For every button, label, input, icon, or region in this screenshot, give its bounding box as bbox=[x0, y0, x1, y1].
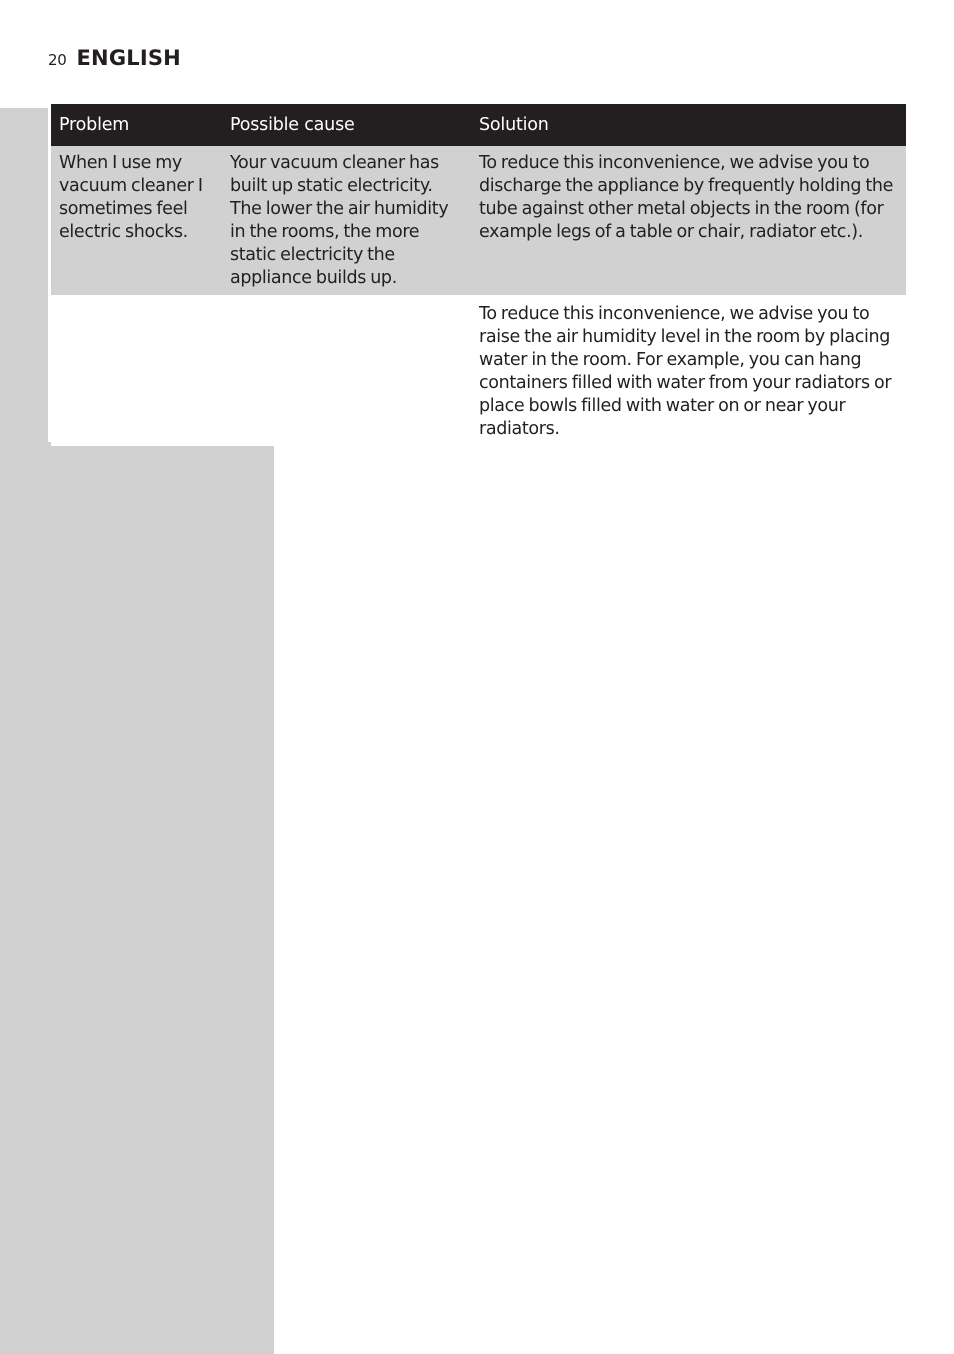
page-language-title: ENGLISH bbox=[76, 46, 181, 70]
cell-problem: When I use my vacuum cleaner I sometimes feel electric shocks. bbox=[51, 146, 222, 295]
cell-cause: Your vacuum cleaner has built up static electricity. The lower the air humidity in the rooms, the more static electricity the appliance builds up. bbox=[222, 146, 471, 295]
troubleshooting-table bbox=[51, 104, 906, 446]
cell-problem bbox=[51, 295, 222, 446]
page-number: 20 bbox=[48, 51, 67, 69]
cell-cause bbox=[222, 295, 471, 446]
table-header-row bbox=[51, 104, 906, 146]
table-row bbox=[51, 146, 906, 295]
column-header-problem: Problem bbox=[51, 104, 222, 146]
column-header-solution: Solution bbox=[471, 104, 906, 146]
column-header-cause: Possible cause bbox=[222, 104, 471, 146]
page-header bbox=[48, 46, 181, 76]
cell-solution: To reduce this inconvenience, we advise you to raise the air humidity level in the room by placing water in the room. For example, you can hang containers filled with water from your radiators or place bowls filled with water on or near your radiators. bbox=[471, 295, 906, 446]
cell-solution: To reduce this inconvenience, we advise you to discharge the appliance by frequently holding the tube against other metal objects in the room (for example legs of a table or chair, radiator etc.). bbox=[471, 146, 906, 295]
table-row bbox=[51, 295, 906, 446]
